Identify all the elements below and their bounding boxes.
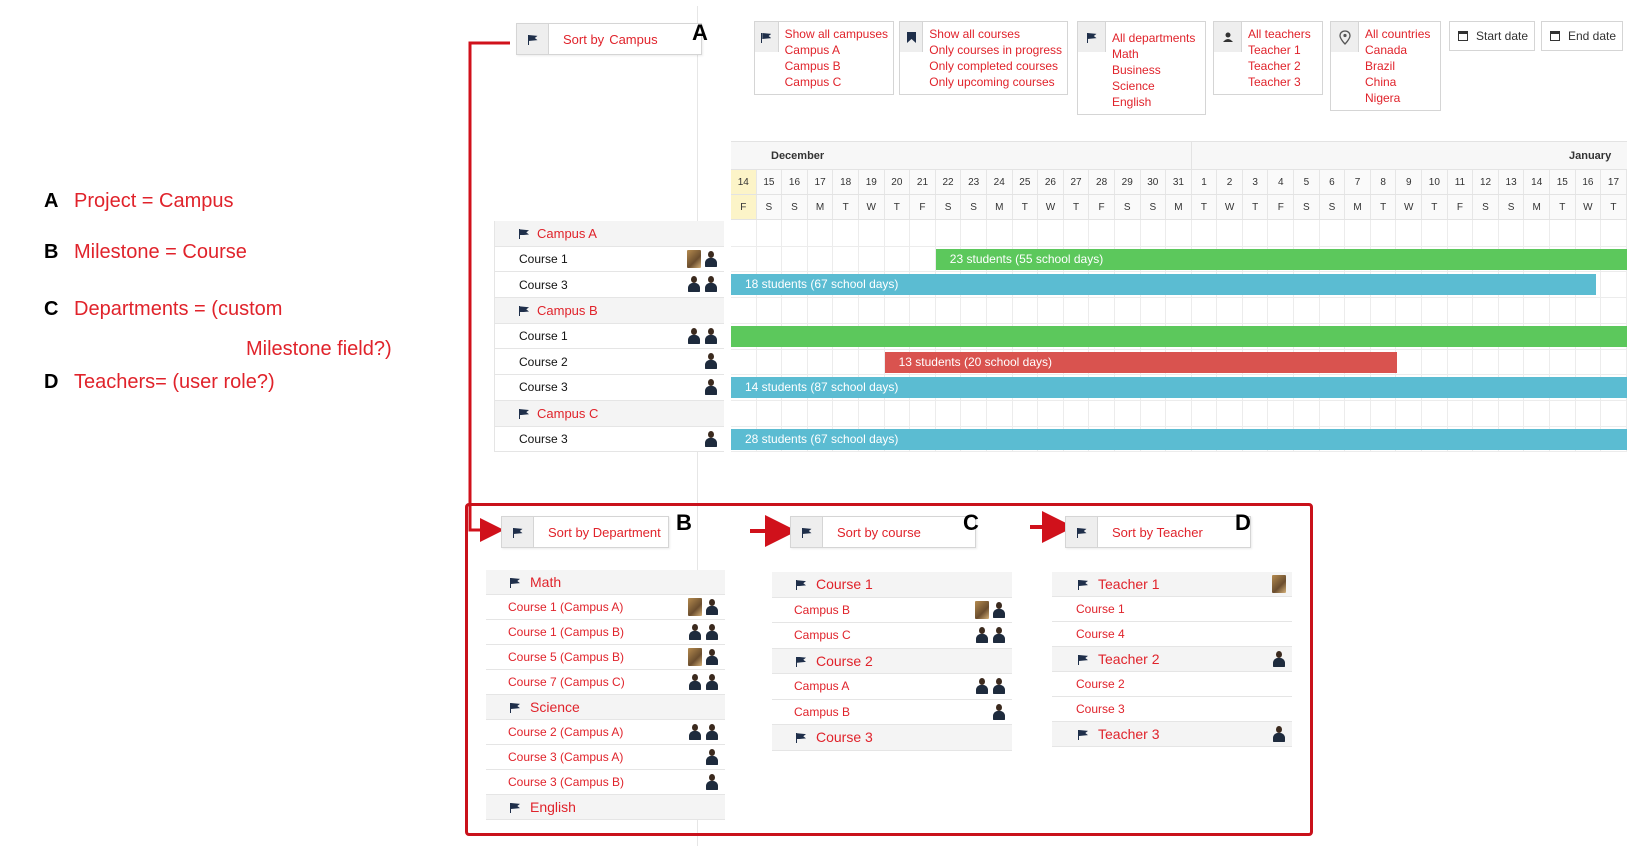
department-list (486, 570, 725, 820)
teacher-photo-icon (688, 648, 702, 666)
dow-cell: F (1448, 195, 1474, 219)
flag-icon (519, 409, 529, 417)
row-label: Course 3 (519, 380, 568, 395)
avatars (688, 648, 719, 666)
teacher-avatar-icon (705, 748, 719, 766)
filter-courses-options[interactable] (923, 22, 1067, 94)
campus-group-row[interactable] (494, 401, 724, 427)
flag-icon (510, 703, 520, 711)
teacher-avatar-icon (705, 773, 719, 791)
teacher-list (1052, 572, 1292, 747)
dow-cell: M (1166, 195, 1192, 219)
dow-cell: T (1192, 195, 1218, 219)
row-label: Course 1 (816, 576, 873, 593)
day-cell: 29 (1115, 170, 1141, 194)
day-cell: 1 (1192, 170, 1218, 194)
row-label: Campus B (794, 602, 851, 617)
list-item[interactable] (1052, 597, 1292, 622)
day-cell: 7 (1345, 170, 1371, 194)
day-cell: 31 (1166, 170, 1192, 194)
row-label: Campus A (794, 679, 850, 694)
teacher-avatar-icon (705, 623, 719, 641)
group-row[interactable] (1052, 647, 1292, 672)
filter-option[interactable]: Teacher 3 (1248, 75, 1301, 89)
calendar-icon (1542, 22, 1568, 50)
gantt-chart (731, 141, 1627, 452)
start-date-label: Start date (1476, 29, 1529, 43)
filter-option[interactable]: English (1112, 95, 1152, 109)
flag-icon (796, 733, 806, 741)
teacher-photo-icon (687, 250, 701, 268)
dow-cell: M (1524, 195, 1550, 219)
teacher-avatar-icon (975, 626, 989, 644)
row-label: Course 2 (519, 354, 568, 369)
avatars (1272, 725, 1286, 743)
flag-icon (510, 803, 520, 811)
course-row[interactable] (494, 427, 724, 453)
day-cell: 21 (910, 170, 936, 194)
flag-icon (517, 24, 549, 54)
filter-option[interactable]: Campus C (784, 75, 842, 89)
callout-c: C (963, 510, 979, 535)
flag-icon (510, 578, 520, 586)
day-cell: 14 (1524, 170, 1550, 194)
day-cell: 15 (1550, 170, 1576, 194)
avatars (992, 703, 1006, 721)
course-bar[interactable]: 23 students (55 school days) (936, 249, 1627, 270)
teacher-avatar-icon (705, 673, 719, 691)
list-item[interactable] (486, 595, 725, 620)
avatars (687, 250, 718, 268)
dow-cell: F (1268, 195, 1294, 219)
filter-option[interactable]: Show all campuses (784, 27, 888, 41)
sort-by-campus-value: Campus (609, 31, 658, 47)
row-label: Course 3 (1076, 702, 1125, 716)
group-row[interactable] (1052, 722, 1292, 747)
avatars (687, 327, 718, 345)
filter-option[interactable]: Campus B (784, 59, 841, 73)
teacher-avatar-icon (1272, 650, 1286, 668)
row-label: Course 1 (Campus B) (508, 625, 625, 639)
teacher-avatar-icon (704, 327, 718, 345)
list-item[interactable] (772, 700, 1012, 726)
teacher-avatar-icon (992, 703, 1006, 721)
day-cell: 24 (987, 170, 1013, 194)
day-cell: 15 (757, 170, 783, 194)
list-item[interactable] (486, 645, 725, 670)
row-label: Campus C (794, 628, 851, 643)
month-label: December (771, 150, 825, 162)
legend-c-continued: Milestone field?) (246, 338, 392, 360)
flag-icon (755, 22, 779, 52)
map-pin-icon (1331, 22, 1359, 52)
group-row[interactable] (1052, 572, 1292, 597)
dow-cell: S (1294, 195, 1320, 219)
day-cell: 28 (1089, 170, 1115, 194)
group-row[interactable] (772, 725, 1012, 751)
day-cell: 19 (859, 170, 885, 194)
row-label: Campus B (794, 704, 851, 719)
sort-by-campus-prefix: Sort by (563, 31, 605, 47)
day-cell: 12 (1473, 170, 1499, 194)
dow-cell: T (1064, 195, 1090, 219)
legend-c: C Departments = (custom (44, 298, 283, 320)
course-bar[interactable]: 28 students (67 school days) (731, 429, 1627, 450)
dow-cell: S (1141, 195, 1167, 219)
callout-d: D (1235, 510, 1251, 535)
teacher-avatar-icon (704, 378, 718, 396)
list-item[interactable] (486, 670, 725, 695)
dow-cell: S (1115, 195, 1141, 219)
teacher-avatar-icon (992, 677, 1006, 695)
avatars (1272, 650, 1286, 668)
dow-cell: S (1499, 195, 1525, 219)
end-date-field[interactable] (1541, 21, 1623, 51)
filter-option[interactable]: Math (1112, 47, 1139, 61)
list-item[interactable] (486, 745, 725, 770)
row-label: Course 2 (1076, 677, 1125, 691)
filter-teachers-options[interactable] (1242, 22, 1316, 94)
filter-option[interactable]: Only upcoming courses (929, 75, 1055, 89)
day-cell: 5 (1294, 170, 1320, 194)
row-label: Course 1 (1076, 602, 1125, 616)
day-cell: 8 (1371, 170, 1397, 194)
dow-cell: F (1089, 195, 1115, 219)
dow-cell: S (936, 195, 962, 219)
avatars (975, 601, 1006, 619)
course-bar[interactable] (731, 326, 1627, 347)
teacher-photo-icon (975, 601, 989, 619)
course-row[interactable] (494, 349, 724, 375)
row-label: Campus B (537, 302, 598, 318)
avatars (1272, 575, 1286, 593)
teacher-photo-icon (1272, 575, 1286, 593)
group-row[interactable] (486, 795, 725, 820)
course-row[interactable] (494, 375, 724, 401)
filter-option[interactable]: Nigera (1365, 91, 1401, 105)
row-label: Course 3 (816, 729, 873, 746)
day-cell: 25 (1013, 170, 1039, 194)
bookmark-icon (900, 22, 923, 52)
filter-countries[interactable] (1330, 21, 1441, 111)
end-date-label: End date (1568, 29, 1617, 43)
row-label: Campus C (537, 405, 599, 421)
row-label: Course 3 (519, 431, 568, 446)
course-row[interactable] (494, 324, 724, 350)
dow-cell: M (1345, 195, 1371, 219)
day-cell: 16 (1576, 170, 1602, 194)
teacher-avatar-icon (704, 430, 718, 448)
filter-option[interactable]: Teacher 2 (1248, 59, 1301, 73)
list-item[interactable] (772, 623, 1012, 649)
dow-cell: W (1217, 195, 1243, 219)
day-cell: 2 (1217, 170, 1243, 194)
day-cell: 14 (731, 170, 757, 194)
dow-cell: W (1576, 195, 1602, 219)
row-label: Course 3 (Campus B) (508, 775, 625, 789)
user-icon (1214, 22, 1242, 52)
callout-b: B (676, 510, 692, 535)
course-row[interactable] (494, 272, 724, 298)
calendar-icon (1450, 22, 1476, 50)
group-row[interactable] (486, 695, 725, 720)
day-cell: 20 (885, 170, 911, 194)
filter-option[interactable]: Campus A (784, 43, 840, 57)
filter-option[interactable]: Brazil (1365, 59, 1396, 73)
filter-option[interactable]: Only completed courses (929, 59, 1058, 73)
row-label: Course 7 (Campus C) (508, 675, 625, 689)
filter-departments[interactable] (1077, 21, 1206, 115)
month-label: January (1569, 150, 1612, 162)
row-label: Course 3 (Campus A) (508, 750, 624, 764)
dow-cell: T (885, 195, 911, 219)
row-label: Teacher 3 (1098, 726, 1160, 742)
list-item[interactable] (486, 770, 725, 795)
list-item[interactable] (486, 620, 725, 645)
list-item[interactable] (1052, 622, 1292, 647)
teacher-avatar-icon (992, 626, 1006, 644)
avatars (688, 623, 719, 641)
row-label: Teacher 2 (1098, 651, 1160, 667)
row-label: Course 4 (1076, 627, 1125, 641)
course-bar[interactable]: 13 students (20 school days) (885, 352, 1397, 373)
teacher-avatar-icon (704, 250, 718, 268)
sort-by-department[interactable]: Sort by Department (501, 516, 669, 548)
filter-option[interactable]: Business (1112, 63, 1161, 77)
day-cell: 17 (1601, 170, 1627, 194)
teacher-avatar-icon (705, 648, 719, 666)
flag-icon (502, 517, 534, 547)
day-of-week-row (731, 195, 1627, 220)
dow-cell: T (1550, 195, 1576, 219)
avatars (704, 352, 718, 370)
day-cell: 9 (1396, 170, 1422, 194)
campus-group-row[interactable] (494, 298, 724, 324)
dow-cell: S (1320, 195, 1346, 219)
campus-list (494, 221, 724, 452)
filter-departments-options[interactable] (1106, 22, 1200, 114)
teacher-avatar-icon (688, 673, 702, 691)
dow-cell: M (987, 195, 1013, 219)
dow-cell: W (859, 195, 885, 219)
avatars (704, 378, 718, 396)
row-label: Teacher 1 (1098, 576, 1160, 592)
day-cell: 23 (961, 170, 987, 194)
sort-by-campus[interactable] (516, 23, 702, 55)
legend-a: A Project = Campus (44, 190, 234, 212)
dow-cell: T (833, 195, 859, 219)
row-label: Course 1 (Campus A) (508, 600, 624, 614)
teacher-photo-icon (688, 598, 702, 616)
day-cell: 26 (1038, 170, 1064, 194)
row-label: Science (530, 699, 580, 715)
avatars (688, 723, 719, 741)
flag-icon (1078, 580, 1088, 588)
dow-cell: M (808, 195, 834, 219)
filter-campuses[interactable] (754, 21, 894, 95)
teacher-avatar-icon (687, 327, 701, 345)
dow-cell: T (1013, 195, 1039, 219)
row-label: Course 2 (Campus A) (508, 725, 624, 739)
dow-cell: W (1038, 195, 1064, 219)
filter-option[interactable]: All teachers (1248, 27, 1311, 41)
day-cell: 11 (1448, 170, 1474, 194)
flag-icon (1078, 730, 1088, 738)
row-label: Course 5 (Campus B) (508, 650, 625, 664)
avatars (975, 677, 1006, 695)
list-item[interactable] (1052, 697, 1292, 722)
teacher-avatar-icon (975, 677, 989, 695)
dow-cell: F (731, 195, 757, 219)
teacher-avatar-icon (704, 352, 718, 370)
day-cell: 4 (1268, 170, 1294, 194)
teacher-avatar-icon (705, 723, 719, 741)
sort-by-teacher[interactable]: Sort by Teacher (1065, 516, 1251, 548)
campus-group-row[interactable] (494, 221, 724, 247)
course-bar[interactable]: 18 students (67 school days) (731, 274, 1596, 295)
teacher-avatar-icon (688, 723, 702, 741)
start-date-field[interactable] (1449, 21, 1535, 51)
day-cell: 3 (1243, 170, 1269, 194)
filter-campuses-options[interactable] (779, 22, 893, 94)
day-cell: 27 (1064, 170, 1090, 194)
day-cell: 17 (808, 170, 834, 194)
row-label: Course 1 (519, 329, 568, 344)
filter-option[interactable]: Show all courses (929, 27, 1020, 41)
dow-cell: S (1473, 195, 1499, 219)
teacher-avatar-icon (1272, 725, 1286, 743)
callout-a: A (692, 20, 708, 45)
dow-cell: W (1396, 195, 1422, 219)
list-item[interactable] (1052, 672, 1292, 697)
filter-option[interactable]: All departments (1112, 31, 1196, 45)
course-row[interactable] (494, 247, 724, 273)
avatars (975, 626, 1006, 644)
flag-icon (791, 517, 823, 547)
dow-cell: S (961, 195, 987, 219)
sort-by-course[interactable]: Sort by course (790, 516, 976, 548)
row-label: Campus A (537, 225, 597, 241)
row-label: Course 1 (519, 252, 568, 267)
list-item[interactable] (772, 674, 1012, 700)
legend-d: D Teachers= (user role?) (44, 371, 275, 393)
avatars (705, 748, 719, 766)
list-item[interactable] (486, 720, 725, 745)
day-cell: 13 (1499, 170, 1525, 194)
day-cell: 10 (1422, 170, 1448, 194)
avatars (704, 430, 718, 448)
group-row[interactable] (772, 572, 1012, 598)
teacher-avatar-icon (687, 275, 701, 293)
flag-icon (796, 657, 806, 665)
day-cell: 18 (833, 170, 859, 194)
filter-option[interactable]: China (1365, 75, 1397, 89)
row-label: Course 2 (816, 652, 873, 669)
filter-teachers[interactable] (1213, 21, 1323, 95)
flag-icon (1066, 517, 1098, 547)
group-row[interactable] (772, 649, 1012, 675)
dow-cell: T (1371, 195, 1397, 219)
avatars (688, 673, 719, 691)
group-row[interactable] (486, 570, 725, 595)
month-row (731, 141, 1627, 170)
filter-option[interactable]: Only courses in progress (929, 43, 1062, 57)
teacher-avatar-icon (688, 623, 702, 641)
filter-option[interactable]: Teacher 1 (1248, 43, 1301, 57)
day-cell: 16 (782, 170, 808, 194)
teacher-avatar-icon (704, 275, 718, 293)
filter-courses[interactable] (899, 21, 1068, 95)
filter-countries-options[interactable] (1359, 22, 1435, 110)
dow-cell: T (1243, 195, 1269, 219)
flag-icon (1078, 22, 1106, 52)
dow-cell: T (1601, 195, 1627, 219)
avatars (688, 598, 719, 616)
teacher-avatar-icon (992, 601, 1006, 619)
teacher-avatar-icon (705, 598, 719, 616)
row-label: Math (530, 574, 562, 590)
day-cell: 30 (1141, 170, 1167, 194)
dow-cell: S (782, 195, 808, 219)
flag-icon (519, 306, 529, 314)
dow-cell: T (1422, 195, 1448, 219)
row-label: English (530, 799, 576, 815)
filter-option[interactable]: Science (1112, 79, 1155, 93)
avatars (705, 773, 719, 791)
list-item[interactable] (772, 598, 1012, 624)
course-list (772, 572, 1012, 751)
day-cell: 6 (1320, 170, 1346, 194)
day-cell: 22 (936, 170, 962, 194)
flag-icon (1078, 655, 1088, 663)
row-label: Course 3 (519, 277, 568, 292)
avatars (687, 275, 718, 293)
filter-option[interactable]: All countries (1365, 27, 1431, 41)
dow-cell: F (910, 195, 936, 219)
flag-icon (796, 580, 806, 588)
course-bar[interactable]: 14 students (87 school days) (731, 377, 1627, 398)
dow-cell: S (757, 195, 783, 219)
legend-b: B Milestone = Course (44, 241, 247, 263)
flag-icon (519, 229, 529, 237)
filter-option[interactable]: Canada (1365, 43, 1408, 57)
day-number-row (731, 170, 1627, 195)
